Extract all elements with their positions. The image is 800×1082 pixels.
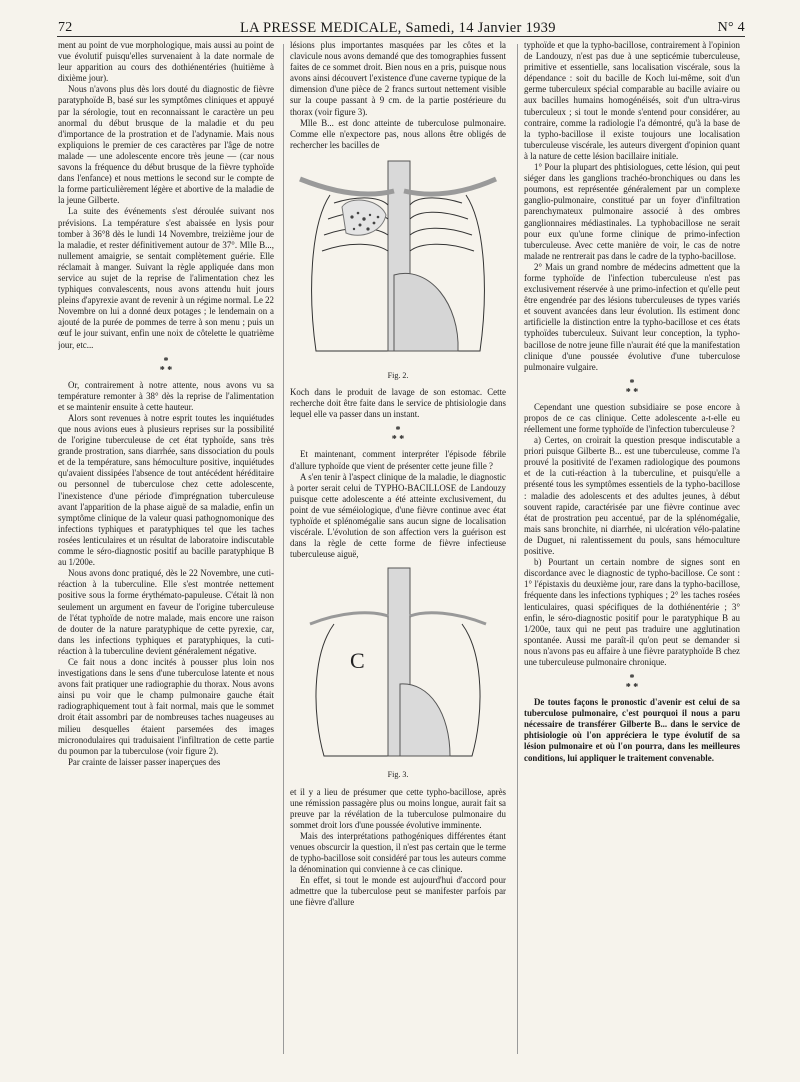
paragraph: typhoïde et que la typho-bacillose, contrairement à l'opinion de Landouzy, n'est pas due à une septicémie tuberculeuse, primitive et essentielle, sans localisation viscérale, sous la dépendance : soit du bacille de Koch lui-même, soit d'un germe tuberculeux spécial comparable au bacille aviaire ou aux bacilles humains homogénéisés, soit d'un ultra-virus tuberculeux ; si tout le monde s'entend pour considérer, au contraire, comme la radiologie l'a démontré, qu'à la base de la typho-bacillose il existe toujours une localisation tuberculeuse viscérale, les auteurs divergent d'opinion quant à la nature de cette lésion bacillaire initiale. [524, 40, 740, 161]
page-number: 72 [58, 20, 73, 35]
running-header [55, 14, 745, 42]
paragraph: Et maintenant, comment interpréter l'épisode fébrile d'allure typhoïde que vient de présenter cette jeune fille ? [290, 449, 506, 471]
figure-3-tomography-drawing [290, 564, 506, 767]
section-separator: * * * [391, 425, 405, 446]
paragraph: La suite des événements s'est déroulée suivant nos prévisions. La température s'est abaissée en lysis pour tomber à 36°8 dès le lundi 14 Novembre, treizième jour de la maladie, et rester définitivement autour de 37°. Mlle B..., nullement amaigrie, se sentait complètement guérie. Elle réclamait à manger. Suivant la règle appliquée dans mon service au sujet de la reprise de l'alimentation chez les typhiques convalescents, nous avons attendu huit jours pleins d'apyrexie avant de revenir à un régime normal. Le 22 Novembre on lui a donné deux potages ; le lendemain on a ajouté de la purée de pommes de terre à son menu ; puis un œuf le jour suivant, enfin une noix de côtelette le quatrième jour, etc... [58, 206, 274, 350]
figure-2-chest-radiograph-drawing [290, 155, 506, 368]
paragraph: Nous avons donc pratiqué, dès le 22 Novembre, une cuti-réaction à la tuberculine. Elle s'est montrée nettement positive sous la forme érythémato-papuleuse. C'était là non seulement un argument en faveur de l'origine tuberculeuse de l'état typhoïde de notre malade, mais encore une raison de douter de la nature paratyphique de cette pyrexie, car, dans les infections typhiques et paratyphiques, la cuti-réaction à la tuberculine devient généralement négative. [58, 568, 274, 656]
paragraph: De toutes façons le pronostic d'avenir est celui de sa tuberculose pulmonaire, c'est pourquoi il nous a paru nécessaire de transférer Gilberte B... dans le service de phtisiologie où l'on appréciera le type évolutif de sa lésion pulmonaire et où l'on pourra, dans les meilleures conditions, lui appliquer le traitement convenable. [524, 697, 740, 763]
paragraph: b) Pourtant un certain nombre de signes sont en discordance avec le diagnostic de typho-bacillose. Ce sont : 1° l'épistaxis du deuxième jour, rare dans la typho-bacillose, fréquente dans les infections typhiques ; 2° les taches rosées lenticulaires, quasi spécifiques de la dothiénentérie ; 3° enfin, le séro-diagnostic positif pour le paratyphique B au 1/200e, taux qui ne peut pas traduire une agglutination spontanée. Aussi me paraît-il qu'on peut se demander si nous n'avons pas eu affaire à une fièvre paratyphoïde B chez une tuberculeuse pulmonaire chronique. [524, 557, 740, 667]
section-separator: * * * [625, 377, 639, 398]
figure-3-drawing [290, 564, 506, 764]
paragraph: Cependant une question subsidiaire se pose encore à propos de ce cas clinique. Cette adolescente a-t-elle eu réellement une forme typhoïde de l'infection tuberculeuse ? [524, 401, 740, 434]
paragraph: A s'en tenir à l'aspect clinique de la maladie, le diagnostic à porter serait celui de TYPHO-BACILLOSE de Landouzy puisque cette adolescente a été atteinte exclusivement, du point de vue séméiologique, d'une fièvre continue avec état typhoïde et splénomégalie sans aucun signe de localisation viscérale. L'évolution de son affection vers la guérison est dans la règle de cette forme de fièvre infectieuse tuberculeuse aiguë, [290, 471, 506, 560]
paragraph: a) Certes, on croirait la question presque indiscutable a priori puisque Gilberte B... est une tuberculeuse, comme l'a prouvé la positivité de l'examen radiologique des poumons et de la cuti-réaction à la tuberculine, et puisqu'elle a présenté tous les symptômes essentiels de la typho-bacillose : maladie des adolescents et des adultes jeunes, à début souvent rapide, caractérisée par une fièvre continue avec état de prostration peu accentué, par de la splénomégalie, mais sans bronchite, ni diarrhée, ni ulcération vélo-palatine de Duguet, ni ralentissement du pouls, sans hémoculture positive. [524, 435, 740, 557]
section-separator: * * * [625, 673, 639, 694]
figure-2-drawing [290, 155, 506, 365]
paragraph: Par crainte de laisser passer inaperçues des [68, 756, 221, 767]
column-1 [58, 40, 274, 1060]
journal-title: LA PRESSE MEDICALE, Samedi, 14 Janvier 1939 [240, 20, 556, 36]
header-rule [57, 36, 745, 37]
column-3 [524, 40, 740, 1060]
column-2 [290, 40, 506, 1060]
paragraph: 2° Mais un grand nombre de médecins admettent que la forme typhoïde de l'infection tuberculeuse n'est pas exclusivement réservée à une primo-infection et qu'elle peut être engendrée par des lésions tuberculeuses de types variés et souvent avancées dans leur évolution. Ils estiment donc artificielle la distinction entre la typho-bacillose et ces états typhoïdes tuberculeux. Suivant leur conception, la typho-bacillose de notre jeune fille n'aurait été que la manifestation clinique d'une poussée évolutive d'une tuberculose pulmonaire vulgaire. [524, 261, 740, 372]
paragraph: Koch dans le produit de lavage de son estomac. Cette recherche doit être faite dans le service de phtisiologie dans lequel elle va passer dans un instant. [290, 387, 506, 420]
column-divider [283, 44, 284, 1054]
section-separator: * * * [159, 355, 173, 376]
paragraph: Mais des interprétations pathogéniques différentes étant venues obscurcir la question, il n'est pas certain que le terme de typho-bacillose soit considéré par tous les auteurs comme la dénomination qui convienne à ce cas clinique. [290, 830, 506, 875]
paragraph: ment au point de vue morphologique, mais aussi au point de vue évolutif puisqu'elles survenaient à la date normale de leur apparition au cours des dothiénentéries (huitième à dixième jour). [58, 40, 274, 84]
paragraph: Mlle B... est donc atteinte de tuberculose pulmonaire. Comme elle n'expectore pas, nous allons être obligés de rechercher les bacilles de [290, 117, 506, 150]
figure-2-caption: Fig. 2. [387, 371, 409, 381]
paragraph: Or, contrairement à notre attente, nous avons vu sa température remonter à 38° dès la reprise de l'alimentation et se maintenir ensuite à cette hauteur. [58, 379, 274, 412]
paragraph: Ce fait nous a donc incités à pousser plus loin nos investigations dans le sens d'une tuberculose latente et nous avons fait pratiquer une radiographie du thorax. Nous avons ainsi pu voir que le champ pulmonaire gauche était radiographiquement tout à fait normal, mais que le sommet droit était assombri par de nombreuses taches nuageuses au milieu desquelles étaient parsemées des images micronodulaires qui traduisaient l'infiltration de cette partie du poumon par la tuberculose (voir figure 2). [58, 656, 274, 756]
cavern-label: C [350, 648, 365, 674]
paragraph: Nous n'avons plus dès lors douté du diagnostic de fièvre paratyphoïde B, basé sur les symptômes cliniques et appuyé par la sérologie, tout en reconnaissant le caractère un peu anormal du début brusque de la maladie et du peu d'importance de la prostration et de l'adynamie. Mais nous expliquions le premier de ces caractères par l'âge de notre malade — une adolescente encore très jeune — (car nous savons la fréquence du début brusque de la fièvre typhoïde dans l'enfance) et nous mettions le second sur le compte de la forme particulièrement légère et abortive de la maladie de la jeune Gilberte. [58, 84, 274, 206]
paragraph: lésions plus importantes masquées par les côtes et la clavicule nous avons demandé que des tomographies fussent faites de ce sommet droit. Bien nous en a pris, puisque nous avons ainsi découvert l'existence d'une caverne typique de la dimension d'une pièce de 2 francs surtout nettement visible sur la coupe passant à 9 cm. de la partie postérieure du thorax (voir figure 3). [290, 40, 506, 117]
column-divider [517, 44, 518, 1054]
paragraph: Alors sont revenues à notre esprit toutes les inquiétudes que nous avions eues à plusieurs reprises sur la possibilité de l'origine tuberculeuse de cet état typhoïde, sans très grande prostration, sans diarrhée, sans dissociation du pouls et de la température, sans hémoculture positive, inquiétudes qu'avaient dissipées l'absence de tout antécédent héréditaire ou personnel de tuberculose chez cette adolescente, l'inexistence d'une période d'imprégnation tuberculeuse avant l'apparition de la phase aiguë de sa maladie, enfin un symptôme clinique de la valeur quasi pathognomonique des infections typhiques et paratyphiques tel que les taches rosées lenticulaires et un résultat de laboratoire indiscutable comme le séro-diagnostic positif au bacille paratyphique B au 1/200e. [58, 412, 274, 568]
issue-number: N° 4 [717, 20, 745, 35]
paragraph: et il y a lieu de présumer que cette typho-bacillose, après une rémission passagère plus ou moins longue, aurait fait sa preuve par la révélation de la tuberculose pulmonaire du sommet droit lors d'une poussée évolutive imminente. [290, 786, 506, 830]
figure-3-caption: Fig. 3. [387, 770, 409, 780]
paragraph: 1° Pour la plupart des phtisiologues, cette lésion, qui peut siéger dans les ganglions trachéo-bronchiques ou dans les poumons, est représentée généralement par un complexe ganglio-pulmonaire, constitué par un foyer d'infiltration parenchymateux pulmonaire associé à des ombres ganglionnaires médiastinales. La typhobacillose ne serait pour eux qu'une forme clinique de primo-infection tuberculeuse. Avec cette manière de voir, le cas de notre malade ne rentrerait pas dans le cadre de la typho-bacillose. [524, 162, 740, 261]
paragraph: En effet, si tout le monde est aujourd'hui d'accord pour admettre que la tuberculose peut se manifester parfois par une fièvre d'allure [290, 875, 506, 908]
